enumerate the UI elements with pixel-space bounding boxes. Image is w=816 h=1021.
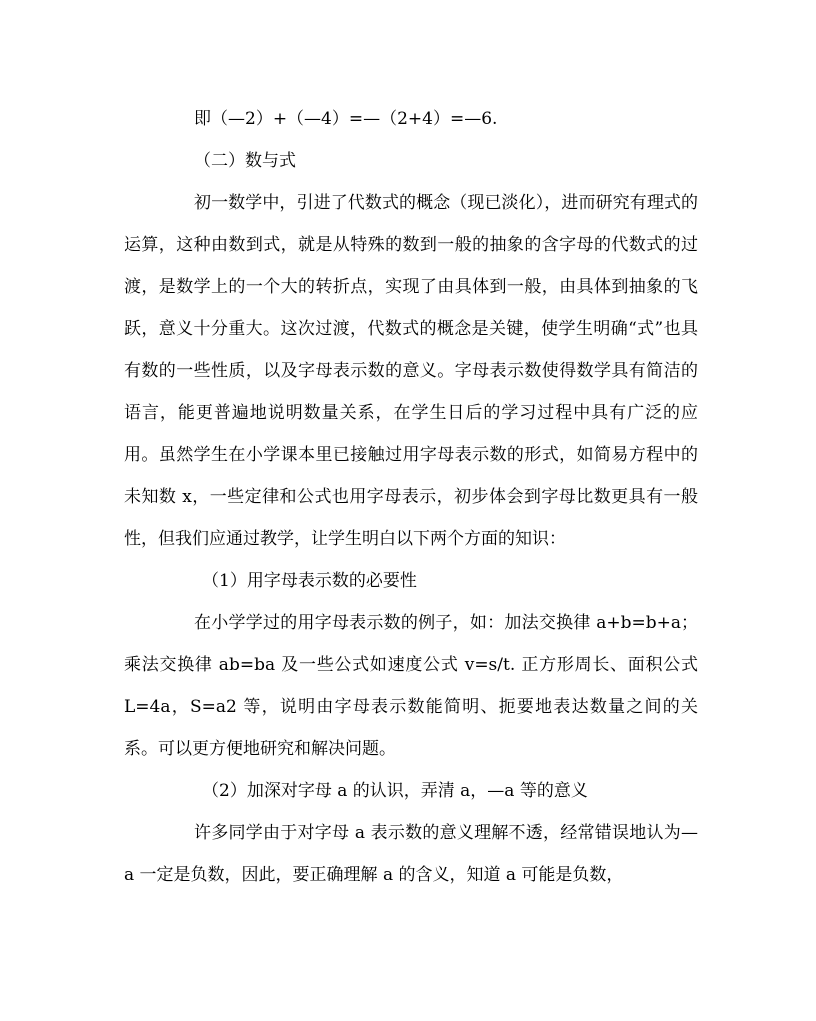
subsection-heading: （1）用字母表示数的必要性 xyxy=(202,571,417,591)
body-paragraph: 许多同学由于对字母 a 表示数的意义理解不透，经常错误地认为—a 一定是负数，因此，要正确理解 a 的含义，知道 a 可能是负数， xyxy=(124,823,698,885)
document-body xyxy=(124,98,698,896)
body-paragraph: 初一数学中，引进了代数式的概念（现已淡化），进而研究有理式的运算，这种由数到式，就是从特殊的数到一般的抽象的含字母的代数式的过渡，是数学上的一个大的转折点，实现了由具体到一般，由具体到抽象的飞跃，意义十分重大。这次过渡，代数式的概念是关键，使学生明确“式”也具有数的一些性质，以及字母表示数的意义。字母表示数使得数学具有简洁的语言，能更普遍地说明数量关系，在学生日后的学习过程中具有广泛的应用。虽然学生在小学课本里已接触过用字母表示数的形式，如简易方程中的未知数 x，一些定律和公式也用字母表示，初步体会到字母比数更具有一般性，但我们应通过教学，让学生明白以下两个方面的知识： xyxy=(124,193,698,549)
body-paragraph: 在小学学过的用字母表示数的例子，如：加法交换律 a+b=b+a；乘法交换律 ab=ba 及一些公式如速度公式 v=s/t. 正方形周长、面积公式 L=4a，S=a2 等，说明由字母表示数能简明、扼要地表达数量之间的关系。可以更方便地研究和解决问题。 xyxy=(124,613,698,759)
section-heading: （二）数与式 xyxy=(194,151,296,171)
equation-line: 即（—2）+（—4）=—（2+4）=—6. xyxy=(194,109,498,129)
subsection-heading: （2）加深对字母 a 的认识，弄清 a，—a 等的意义 xyxy=(202,781,588,801)
